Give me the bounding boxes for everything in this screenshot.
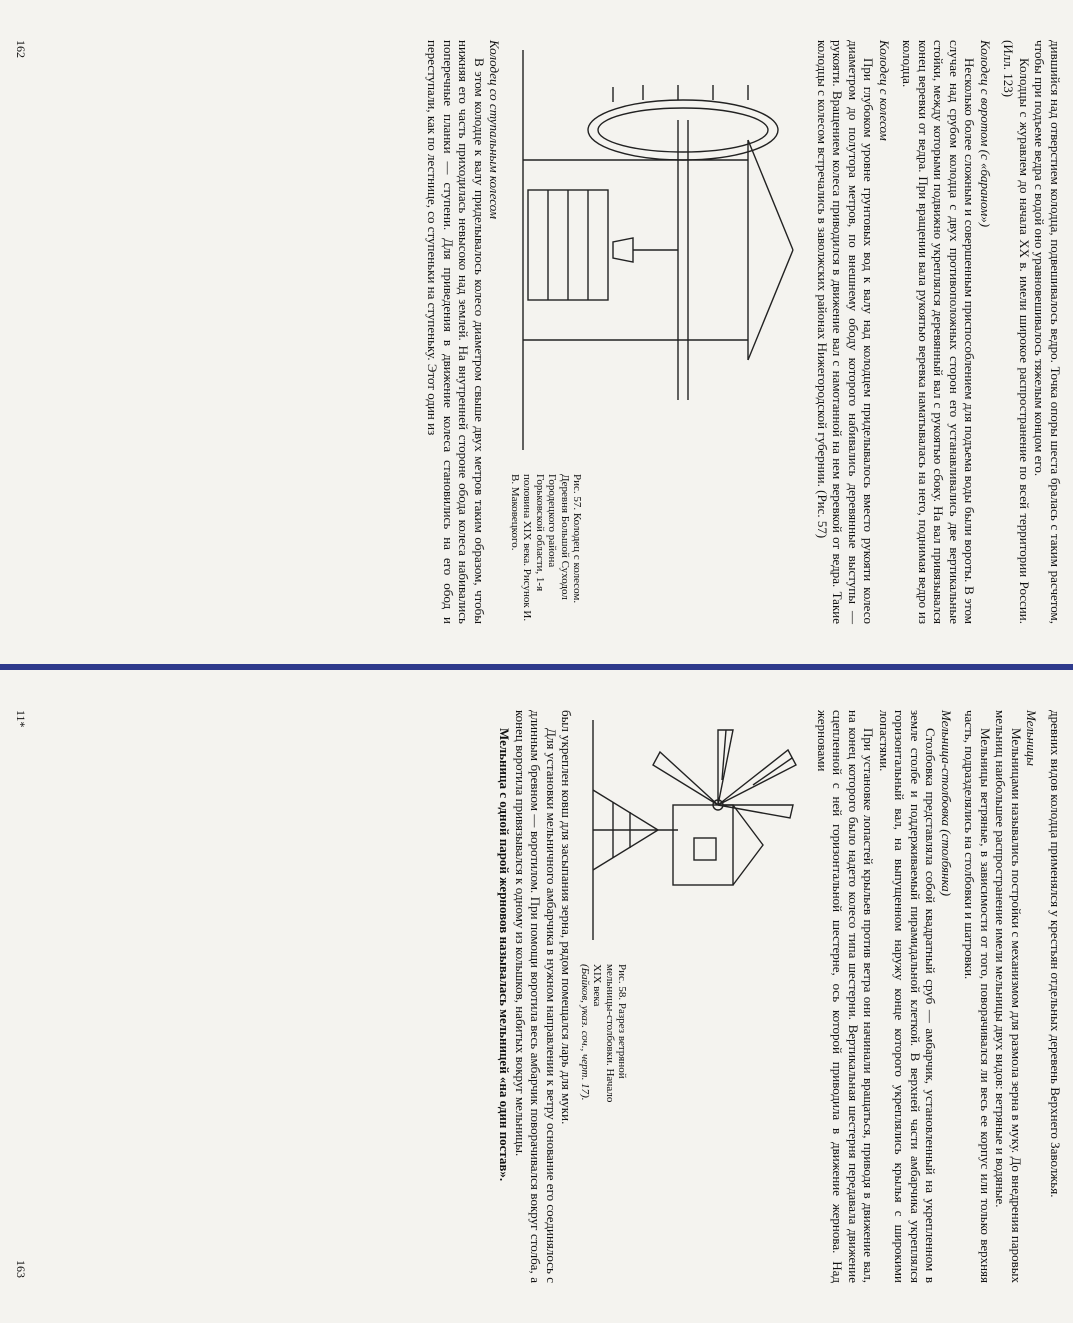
heading-melnicy: Мельницы bbox=[1024, 710, 1040, 766]
page-number-162: 162 bbox=[14, 40, 28, 58]
text-kovsh: был укреплен ковш для засыпания зерна, рядом помещался ларь для муки. bbox=[559, 710, 575, 1125]
text-intro-163: древних видов колодца применялся у крестьян отдельных деревень Верхнего Заволжья. bbox=[1048, 710, 1063, 1198]
text-stupeni: В этом колодце к валу приделывалось колесо диаметром свыше двух метров таким образом, чтобы нижняя его часть приходилась невысоко над землей. На внутренней стороне обода колеса набивались поперечные планки — ступени. Для приведения в движение колеса становились на его обод и переступали, как по лестнице, со ступеньки на ступеньку. Этот один из bbox=[425, 40, 487, 624]
text-stolbovka-2: При установке лопастей крыльев против ветра они начинали вращаться, приводя в движение вал, на конец которого было надето колесо типа шестерни. Вертикальная шестерня передавала движение сцепленной с ней горизонтальной шестерне, ось которой приводила в движение жернова. Над жерновами bbox=[815, 710, 877, 1283]
page-163-frame bbox=[0, 670, 1073, 1323]
text-zhuravl: Колодцы с журавлем до начала XX в. имели широкое распространение по всей территории России. (Илл. 123) bbox=[1001, 40, 1032, 624]
figure-57 bbox=[509, 40, 809, 624]
page-162-text bbox=[415, 0, 1073, 664]
page-163-sheet bbox=[0, 670, 1073, 1323]
page-number-163: 163 bbox=[14, 1260, 28, 1278]
text-vorot: Несколько более сложным и совершенным приспособлением для подъема воды были вороты. В этом случае над срубом колодца с двух противоположных сторон его устанавливались две вертикальные стойки, между которыми подвижно укреплялся деревянный вал с рукоятью сбоку. На вал привязывался конец веревки от ведра. При вращении вала рукоятью веревка наматывалась на него, поднимая ведро из колодца. bbox=[900, 40, 978, 624]
text-koleso: При глубоком уровне грунтовых вод к валу над колодцем приделывалось вместо рукояти колесо диаметром до полутора метров, по внешнему ободу которого набивались деревянные выступы — рукояти. Вращением колеса приводился в движение вал с намотанной на нем веревкой от ведра. Такие колодцы с колесом встречались в заволжских районах Нижегородской губернии. (Рис. 57) bbox=[815, 40, 877, 624]
figure-57-caption: Рис. 57. Колодец с колесом. Деревня Большой Суходол Городецкого района Горьковской области, 1-я половина XIX века. Рисунок И. В. Маковецкого. bbox=[509, 474, 584, 622]
page-163-text bbox=[487, 670, 1073, 1323]
text-stolbovka: Столбовка представляла собой квадратный сруб — амбарчик, установленный на укрепленном в земле столбе и поддерживаемый пирамидальной клеткой. В верхней части амбарчика укреплялся горизонтальный вал, на выпущенном наружу конце которого укреплялись крылья с широкими лопастями. bbox=[877, 710, 939, 1283]
text-intro: дившийся над отверстием колодца, подвешивалось ведро. Точка опоры шеста бралась с таким расчетом, чтобы при подъеме ведра с водой оно уравновешивалось тяжелым концом его. bbox=[1032, 40, 1063, 624]
figure-58 bbox=[579, 710, 809, 1283]
figure-58-caption-block bbox=[579, 964, 629, 1114]
heading-vorot: Колодец с воротом (с «бараном») bbox=[978, 40, 993, 228]
well-wheel-illustration bbox=[509, 40, 809, 460]
text-ustanovka: Для установки мельничного амбарчика в нужном направлении к ветру основание его соединялось с длинным бревном — воротилом. При помощи воротила весь амбарчик поворачивался вокруг столба, а конец воротила привязывался к одному из кольшков, набитых вокруг мельницы. bbox=[513, 710, 559, 1283]
heading-stupeni: Колодец со ступальным колесом bbox=[487, 40, 503, 220]
text-postav: Мельница с одной парой жерновов называлась мельницей «на один постав». bbox=[497, 728, 513, 1182]
windmill-illustration bbox=[579, 710, 809, 950]
figure-58-caption: Рис. 58. Разрез ветряной мельницы-столбовки. Начало XIX века bbox=[591, 964, 629, 1103]
text-melnicy-2: Мельницы ветряные, в зависимости от того, поворачивался ли весь ее корпус или только верхняя часть, подразделялись на столбовки и шатровки. bbox=[962, 710, 993, 1283]
heading-stolbovka: Мельница-столбовка (столбянка) bbox=[939, 710, 954, 897]
figure-58-source: (Байков, указ. соч., черт. 17). bbox=[579, 964, 591, 1101]
page-number-11: 11* bbox=[14, 710, 28, 728]
text-melnicy-1: Мельницами назывались постройки с механизмом для размола зерна в муку. До внедрения паровых мельниц наибольшее распространение имели мельницы двух видов: ветряные и водяные. bbox=[993, 710, 1024, 1283]
heading-koleso: Колодец с колесом bbox=[877, 40, 892, 141]
